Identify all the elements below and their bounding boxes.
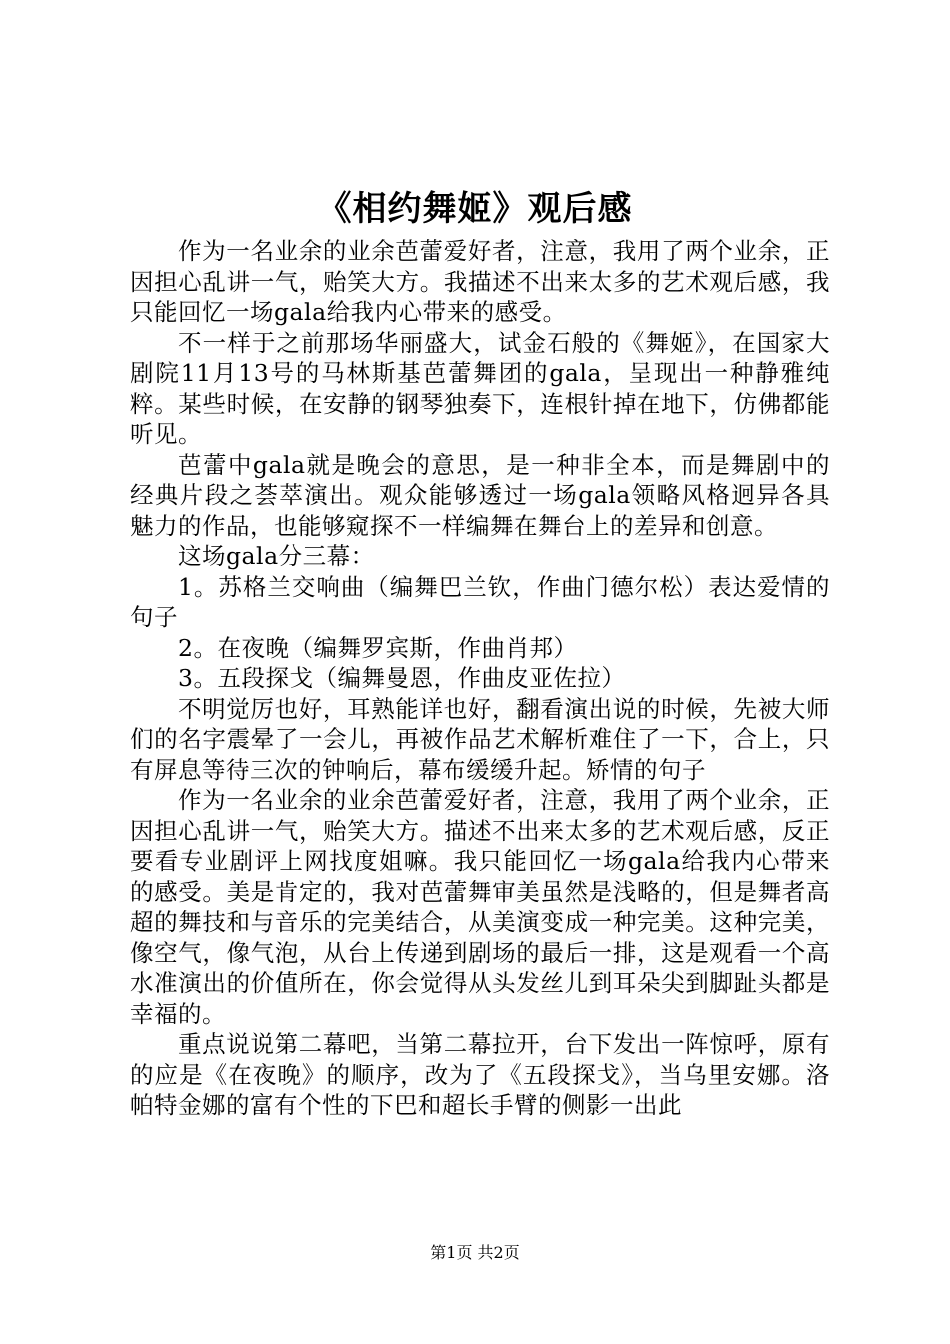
list-item: 2。在夜晚（编舞罗宾斯，作曲肖邦） [178, 633, 578, 662]
paragraph: 不明觉厉也好，耳熟能详也好，翻看演出说的时候，先被大师们的名字震晕了一会儿，再被作品艺术解析难住了一下，合上，只有屏息等待三次的钟响后，幕布缓缓升起。矫情的句子 [130, 694, 830, 784]
document-title: 《相约舞姬》观后感 [317, 189, 633, 229]
page-footer: 第1页 共2页 [430, 1243, 520, 1262]
paragraph: 不一样于之前那场华丽盛大，试金石般的《舞姬》，在国家大剧院11月13号的马林斯基芭蕾舞团的gala，呈现出一种静雅纯粹。某些时候，在安静的钢琴独奏下，连根针掉在地下，仿佛都能听见。 [130, 328, 830, 448]
list-item: 3。五段探戈（编舞曼恩，作曲皮亚佐拉） [178, 664, 626, 692]
list-item: 1。苏格兰交响曲（编舞巴兰钦，作曲门德尔松）表达爱情的句子 [130, 572, 830, 631]
paragraph: 芭蕾中gala就是晚会的意思，是一种非全本，而是舞剧中的经典片段之荟萃演出。观众能够透过一场gala领略风格迥异各具魅力的作品，也能够窥探不一样编舞在舞台上的差异和创意。 [130, 450, 830, 540]
paragraph: 重点说说第二幕吧，当第二幕拉开，台下发出一阵惊呼，原有的应是《在夜晚》的顺序，改为了《五段探戈》，当乌里安娜。洛帕特金娜的富有个性的下巴和超长手臂的侧影一出此 [130, 1030, 830, 1119]
paragraph: 作为一名业余的业余芭蕾爱好者，注意，我用了两个业余，正因担心乱讲一气，贻笑大方。我描述不出来太多的艺术观后感，我只能回忆一场gala给我内心带来的感受。 [130, 237, 830, 326]
paragraph: 作为一名业余的业余芭蕾爱好者，注意，我用了两个业余，正因担心乱讲一气，贻笑大方。描述不出来太多的艺术观后感，反正要看专业剧评上网找度姐嘛。我只能回忆一场gala给我内心带来的感受。美是肯定的，我对芭蕾舞审美虽然是浅略的，但是舞者高超的舞技和与音乐的完美结合，从美演变成一种完美。这种完美，像空气，像气泡，从台上传递到剧场的最后一排，这是观看一个高水准演出的价值所在，你会觉得从头发丝儿到耳朵尖到脚趾头都是幸福的。 [130, 786, 830, 1028]
paragraph: 这场gala分三幕： [178, 542, 375, 570]
document-body [130, 236, 830, 1121]
